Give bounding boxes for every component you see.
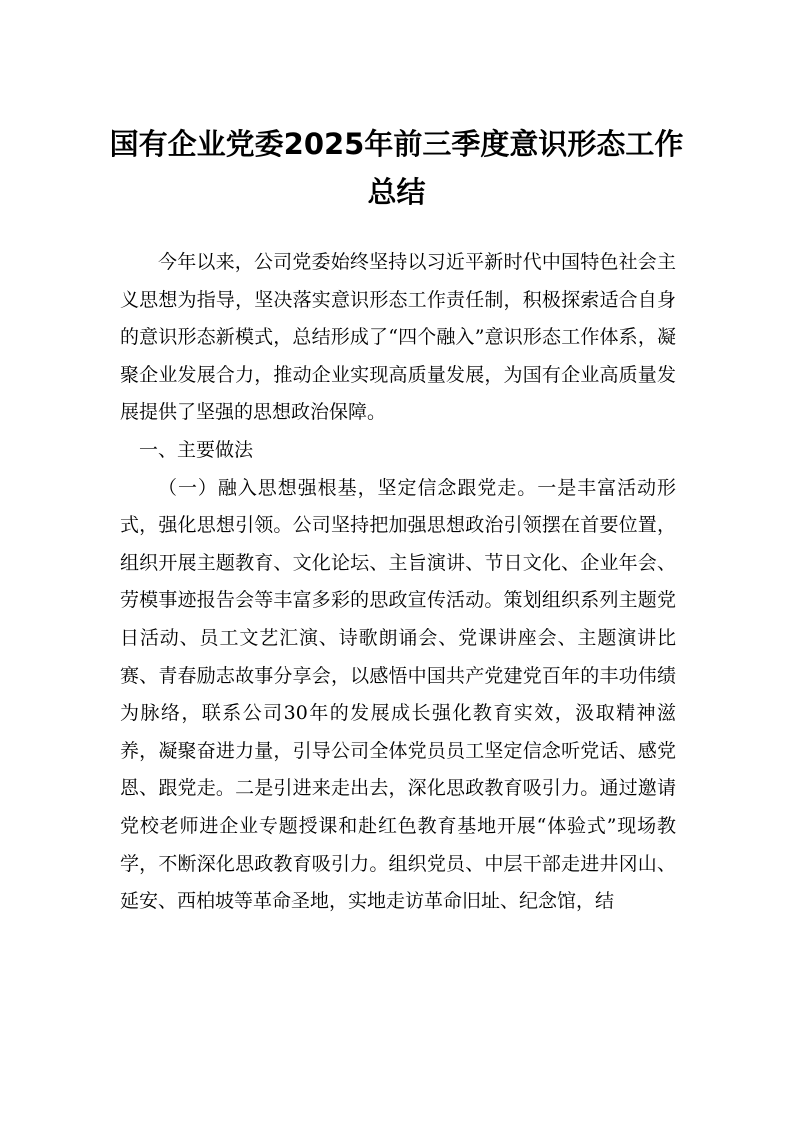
document-title: 国有企业党委2025年前三季度意识形态工作总结 [109, 127, 684, 209]
intro-paragraph: 今年以来，公司党委始终坚持以习近平新时代中国特色社会主义思想为指导，坚决落实意识形态工作责任制，积极探索适合自身的意识形态新模式，总结形成了“四个融入”意识形态工作体系，凝聚企业发展合力，推动企业实现高质量发展，为国有企业高质量发展提供了坚强的思想政治保障。 [120, 251, 676, 424]
body-paragraph: （一）融入思想强根基，坚定信念跟党走。一是丰富活动形式，强化思想引领。公司坚持把加强思想政治引领摆在首要位置，组织开展主题教育、文化论坛、主旨演讲、节日文化、企业年会、劳模事迹报告会等丰富多彩的思政宣传活动。策划组织系列主题党日活动、员工文艺汇演、诗歌朗诵会、党课讲座会、主题演讲比赛、青春励志故事分享会，以感悟中国共产党建党百年的丰功伟绩为脉络，联系公司30年的发展成长强化教育实效，汲取精神滋养，凝聚奋进力量，引导公司全体党员员工坚定信念听党话、感党恩、跟党走。二是引进来走出去，深化思政教育吸引力。通过邀请党校老师进企业专题授课和赴红色教育基地开展“体验式”现场教学，不断深化思政教育吸引力。组织党员、中层干部走进井冈山、延安、西柏坡等革命圣地，实地走访革命旧址、纪念馆，结 [120, 476, 676, 913]
document-body [120, 244, 676, 921]
section-heading-main-practices: 一、主要做法 [139, 438, 254, 461]
